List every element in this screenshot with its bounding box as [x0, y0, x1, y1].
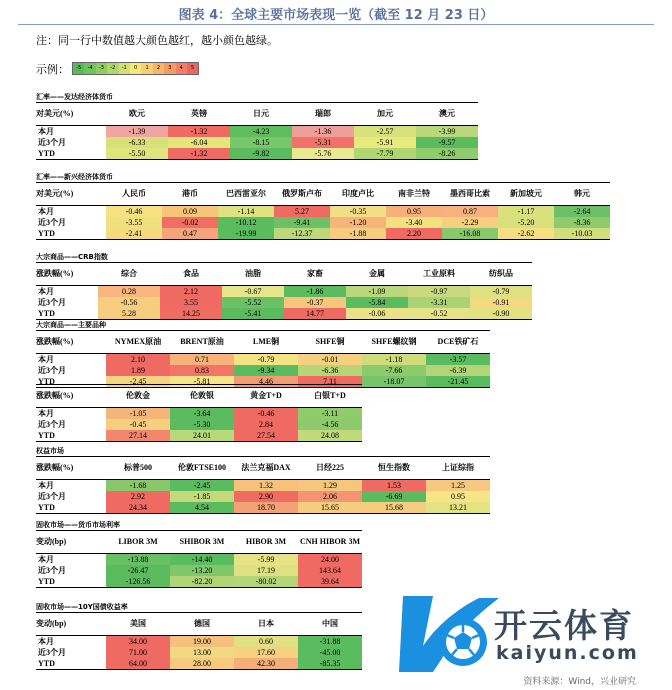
- column-header: HIBOR 3M: [245, 537, 287, 546]
- value-cell: -126.56: [106, 576, 170, 588]
- value-cell: -10.03: [554, 228, 610, 240]
- row-label: 近3个月: [38, 647, 66, 657]
- column-header: BRENT原油: [180, 337, 224, 346]
- value-cell: 2.92: [106, 491, 170, 502]
- value-cell: -5.81: [170, 376, 234, 388]
- value-cell: -14.40: [170, 554, 234, 566]
- column-header: 新加坡元: [510, 189, 542, 198]
- column-header: 韩元: [574, 189, 590, 198]
- table-header-row: [36, 613, 362, 636]
- figure-title: 图表 4：全球主要市场表现一览（截至 12 月 23 日）: [178, 8, 494, 23]
- value-cell: -3.99: [416, 126, 478, 138]
- column-header: 澳元: [439, 109, 455, 118]
- column-header: 白银T+D: [314, 391, 346, 400]
- column-header: 瑞郎: [315, 109, 331, 118]
- table-header-row: [36, 457, 490, 480]
- column-header: 南非兰特: [398, 189, 430, 198]
- column-header: 黄金T+D: [250, 391, 282, 400]
- value-cell: -1.09: [346, 286, 408, 298]
- value-cell: -9.57: [416, 137, 478, 148]
- value-cell: -0.46: [234, 408, 298, 420]
- value-cell: -4.56: [298, 419, 362, 430]
- table-row: [36, 228, 610, 240]
- table-row: [36, 430, 362, 442]
- value-cell: -3.64: [170, 408, 234, 420]
- table-row: [36, 206, 610, 218]
- corner-label: 涨跌幅(%): [36, 463, 74, 472]
- value-cell: 14.25: [160, 308, 222, 320]
- value-cell: 27.14: [106, 430, 170, 442]
- column-header: 德国: [194, 619, 210, 628]
- value-cell: -9.82: [230, 148, 292, 160]
- value-cell: -0.02: [162, 217, 218, 228]
- column-header: DCE铁矿石: [437, 337, 479, 346]
- corner-label: 对美元(%): [36, 189, 74, 198]
- table-row: [36, 308, 532, 320]
- value-cell: -18.07: [362, 376, 426, 388]
- value-cell: 0.95: [386, 206, 442, 218]
- value-cell: -1.17: [498, 206, 554, 218]
- value-cell: -5.50: [106, 148, 168, 160]
- value-cell: -1.68: [106, 480, 170, 492]
- value-cell: 34.00: [106, 636, 170, 648]
- value-cell: -26.47: [106, 565, 170, 576]
- value-cell: -5.31: [292, 137, 354, 148]
- value-cell: -0.91: [470, 297, 532, 308]
- table-row: [36, 408, 362, 420]
- legend-swatch: 5: [187, 63, 198, 74]
- value-cell: -0.90: [470, 308, 532, 320]
- row-label: 本月: [38, 206, 54, 216]
- legend-label: 示例：: [36, 63, 69, 76]
- row-label: 本月: [38, 354, 54, 364]
- value-cell: -1.39: [106, 126, 168, 138]
- row-label: YTD: [38, 658, 55, 668]
- value-cell: -7.66: [362, 365, 426, 376]
- row-label: 近3个月: [38, 297, 66, 307]
- value-cell: 0.28: [98, 286, 160, 298]
- column-header: SHIBOR 3M: [179, 537, 225, 546]
- value-cell: 13.21: [426, 502, 490, 514]
- table-row: [36, 217, 610, 228]
- value-cell: -1.85: [170, 491, 234, 502]
- table-row: [36, 565, 362, 576]
- legend-swatch: 4: [176, 63, 187, 74]
- row-label: YTD: [38, 376, 55, 386]
- value-cell: 143.64: [298, 565, 362, 576]
- row-label: YTD: [38, 576, 55, 586]
- column-header: 美国: [130, 619, 146, 628]
- title-divider: [18, 24, 654, 25]
- value-cell: -0.79: [470, 286, 532, 298]
- column-header: 日元: [253, 109, 269, 118]
- value-cell: 4.54: [170, 502, 234, 514]
- column-header: 食品: [183, 269, 199, 278]
- value-cell: 27.54: [234, 430, 298, 442]
- value-cell: -3.40: [386, 217, 442, 228]
- value-cell: -2.29: [442, 217, 498, 228]
- value-cell: 19.00: [170, 636, 234, 648]
- column-header: 家畜: [307, 269, 323, 278]
- value-cell: -2.41: [106, 228, 162, 240]
- column-header: 巴西雷亚尔: [226, 189, 266, 198]
- value-cell: -1.20: [330, 217, 386, 228]
- value-cell: -9.41: [274, 217, 330, 228]
- row-label: YTD: [38, 502, 55, 512]
- value-cell: 17.60: [234, 647, 298, 658]
- value-cell: 1.89: [106, 365, 170, 376]
- section-title: 汇率——发达经济体货币: [36, 93, 113, 101]
- value-cell: 17.19: [234, 565, 298, 576]
- column-header: 加元: [377, 109, 393, 118]
- value-cell: -5.41: [222, 308, 284, 320]
- row-label: YTD: [38, 228, 55, 238]
- value-cell: 15.65: [298, 502, 362, 514]
- value-cell: -0.01: [298, 354, 362, 366]
- column-header: 综合: [121, 269, 137, 278]
- value-cell: 42.30: [234, 658, 298, 670]
- value-cell: -9.34: [234, 365, 298, 376]
- column-header: 日本: [258, 619, 274, 628]
- value-cell: -82.20: [170, 576, 234, 588]
- column-header: 英镑: [191, 109, 207, 118]
- market-table: [36, 530, 362, 588]
- value-cell: -10.12: [218, 217, 274, 228]
- table-row: [36, 491, 490, 502]
- section-title: 固收市场——10Y国债收益率: [36, 603, 128, 611]
- table-row: [36, 647, 362, 658]
- value-cell: 2.12: [160, 286, 222, 298]
- row-label: 近3个月: [38, 419, 66, 429]
- value-cell: -0.35: [330, 206, 386, 218]
- value-cell: -2.64: [554, 206, 610, 218]
- column-header: 标普500: [124, 463, 152, 472]
- value-cell: 0.95: [426, 491, 490, 502]
- legend-swatch: 3: [164, 63, 175, 74]
- market-table: [36, 330, 490, 388]
- value-cell: 18.70: [234, 502, 298, 514]
- table-row: [36, 354, 490, 366]
- value-cell: -5.52: [222, 297, 284, 308]
- market-table: [36, 102, 478, 160]
- column-header: 恒生指数: [378, 463, 410, 472]
- value-cell: -5.99: [234, 554, 298, 566]
- value-cell: -0.67: [222, 286, 284, 298]
- value-cell: -1.14: [218, 206, 274, 218]
- table-header-row: [36, 385, 362, 408]
- value-cell: 2.20: [386, 228, 442, 240]
- column-header: 日经225: [316, 463, 344, 472]
- column-header: 法兰克福DAX: [241, 463, 291, 472]
- column-header: 金属: [369, 269, 385, 278]
- watermark-en: kaiyun.com: [496, 642, 639, 664]
- row-label: 本月: [38, 408, 54, 418]
- value-cell: 15.68: [362, 502, 426, 514]
- value-cell: -5.76: [292, 148, 354, 160]
- value-cell: -0.52: [408, 308, 470, 320]
- market-table: [36, 384, 362, 442]
- column-header: 工业原料: [423, 269, 455, 278]
- column-header: SHFE铜: [315, 337, 345, 346]
- value-cell: 3.55: [160, 297, 222, 308]
- value-cell: -0.06: [346, 308, 408, 320]
- row-label: YTD: [38, 308, 55, 318]
- row-label: 本月: [38, 480, 54, 490]
- column-header: LIBOR 3M: [118, 537, 158, 546]
- value-cell: 0.47: [162, 228, 218, 240]
- value-cell: -8.15: [230, 137, 292, 148]
- column-header: 人民币: [122, 189, 146, 198]
- table-row: [36, 297, 532, 308]
- value-cell: 0.60: [234, 636, 298, 648]
- watermark-cn: 开云体育: [494, 606, 634, 645]
- value-cell: -2.45: [170, 480, 234, 492]
- value-cell: -80.02: [234, 576, 298, 588]
- table-row: [36, 554, 362, 566]
- value-cell: 1.53: [362, 480, 426, 492]
- value-cell: 39.64: [298, 576, 362, 588]
- value-cell: -2.57: [354, 126, 416, 138]
- value-cell: -0.56: [98, 297, 160, 308]
- value-cell: -8.26: [416, 148, 478, 160]
- section-title: 权益市场: [36, 447, 64, 455]
- legend-swatch: 1: [141, 63, 152, 74]
- value-cell: -8.36: [554, 217, 610, 228]
- table-row: [36, 419, 362, 430]
- value-cell: -3.55: [106, 217, 162, 228]
- value-cell: 2.10: [106, 354, 170, 366]
- market-table: [36, 262, 532, 320]
- corner-label: 涨跌幅(%): [36, 337, 74, 346]
- value-cell: 2.84: [234, 419, 298, 430]
- table-row: [36, 480, 490, 492]
- column-header: LME铜: [252, 337, 280, 346]
- column-header: NYMEX原油: [114, 337, 162, 346]
- market-table: [36, 182, 610, 240]
- legend-swatch: -5: [73, 63, 84, 74]
- section-title: 大宗商品——CRB指数: [36, 253, 108, 261]
- value-cell: -45.00: [298, 647, 362, 658]
- value-cell: -5.84: [346, 297, 408, 308]
- corner-label: 变动(bp): [36, 537, 67, 546]
- value-cell: -19.99: [218, 228, 274, 240]
- column-header: 俄罗斯卢布: [282, 189, 322, 198]
- value-cell: -1.36: [292, 126, 354, 138]
- table-row: [36, 137, 478, 148]
- column-header: 上证综指: [442, 463, 474, 472]
- column-header: 欧元: [129, 109, 145, 118]
- value-cell: 1.29: [298, 480, 362, 492]
- column-header: 港币: [182, 189, 198, 198]
- corner-label: 涨跌幅(%): [36, 391, 74, 400]
- value-cell: 5.27: [274, 206, 330, 218]
- corner-label: 涨跌幅(%): [36, 269, 74, 278]
- value-cell: -2.62: [498, 228, 554, 240]
- value-cell: 0.09: [162, 206, 218, 218]
- column-header: 中国: [322, 619, 338, 628]
- value-cell: -1.32: [168, 126, 230, 138]
- value-cell: -16.08: [442, 228, 498, 240]
- value-cell: -0.79: [234, 354, 298, 366]
- color-note: 注：同一行中数值越大颜色越红，越小颜色越绿。: [36, 34, 278, 47]
- table-row: [36, 502, 490, 514]
- value-cell: 2.90: [234, 491, 298, 502]
- corner-label: 变动(bp): [36, 619, 67, 628]
- value-cell: -1.86: [284, 286, 346, 298]
- value-cell: -0.37: [284, 297, 346, 308]
- value-cell: -6.36: [298, 365, 362, 376]
- row-label: 近3个月: [38, 137, 66, 147]
- row-label: 近3个月: [38, 565, 66, 575]
- corner-label: 对美元(%): [36, 109, 74, 118]
- value-cell: 1.32: [234, 480, 298, 492]
- row-label: YTD: [38, 430, 55, 440]
- value-cell: -21.45: [426, 376, 490, 388]
- column-header: 印度卢比: [342, 189, 374, 198]
- column-header: SHFE螺纹钢: [371, 337, 417, 346]
- table-header-row: [36, 183, 610, 206]
- value-cell: -6.39: [426, 365, 490, 376]
- table-header-row: [36, 331, 490, 354]
- table-row: [36, 148, 478, 160]
- value-cell: -3.57: [426, 354, 490, 366]
- column-header: 纺织品: [489, 269, 513, 278]
- row-label: YTD: [38, 148, 55, 158]
- column-header: 油脂: [245, 269, 261, 278]
- value-cell: 24.34: [106, 502, 170, 514]
- table-row: [36, 636, 362, 648]
- value-cell: -5.20: [498, 217, 554, 228]
- table-row: [36, 576, 362, 588]
- value-cell: -0.45: [106, 419, 170, 430]
- value-cell: 24.01: [170, 430, 234, 442]
- section-title: 汇率——新兴经济体货币: [36, 173, 113, 181]
- table-header-row: [36, 263, 532, 286]
- value-cell: -0.46: [106, 206, 162, 218]
- value-cell: -5.30: [170, 419, 234, 430]
- value-cell: 24.00: [298, 554, 362, 566]
- color-scale-legend: [72, 62, 199, 75]
- table-row: [36, 658, 362, 670]
- legend-swatch: -3: [96, 63, 107, 74]
- table-header-row: [36, 531, 362, 554]
- value-cell: -1.32: [168, 148, 230, 160]
- row-label: 近3个月: [38, 217, 66, 227]
- legend-swatch: 0: [130, 63, 141, 74]
- legend-swatch: -4: [84, 63, 95, 74]
- value-cell: -31.88: [298, 636, 362, 648]
- table-row: [36, 365, 490, 376]
- value-cell: 7.11: [298, 376, 362, 388]
- legend-swatch: -1: [119, 63, 130, 74]
- value-cell: -5.91: [354, 137, 416, 148]
- column-header: 伦敦金: [126, 391, 150, 400]
- value-cell: -1.05: [106, 408, 170, 420]
- table-row: [36, 286, 532, 298]
- row-label: 本月: [38, 126, 54, 136]
- value-cell: 71.00: [106, 647, 170, 658]
- column-header: CNH HIBOR 3M: [300, 537, 360, 546]
- value-cell: -0.97: [408, 286, 470, 298]
- value-cell: -4.23: [230, 126, 292, 138]
- value-cell: 0.83: [170, 365, 234, 376]
- value-cell: 13.00: [170, 647, 234, 658]
- legend-swatch: -2: [107, 63, 118, 74]
- table-row: [36, 126, 478, 138]
- value-cell: -85.35: [298, 658, 362, 670]
- row-label: 近3个月: [38, 365, 66, 375]
- value-cell: 5.28: [98, 308, 160, 320]
- value-cell: -6.04: [168, 137, 230, 148]
- market-table: [36, 612, 362, 670]
- value-cell: -7.79: [354, 148, 416, 160]
- value-cell: 2.06: [298, 491, 362, 502]
- value-cell: 14.77: [284, 308, 346, 320]
- value-cell: -3.11: [298, 408, 362, 420]
- value-cell: -3.31: [408, 297, 470, 308]
- value-cell: -1.88: [330, 228, 386, 240]
- table-header-row: [36, 103, 478, 126]
- value-cell: 4.46: [234, 376, 298, 388]
- column-header: 伦敦FTSE100: [177, 463, 226, 472]
- value-cell: -6.33: [106, 137, 168, 148]
- value-cell: 0.87: [442, 206, 498, 218]
- value-cell: -1.18: [362, 354, 426, 366]
- source-note: 资料来源：Wind，兴业研究: [523, 677, 636, 687]
- value-cell: 64.00: [106, 658, 170, 670]
- row-label: 本月: [38, 636, 54, 646]
- column-header: 墨西哥比索: [450, 189, 490, 198]
- value-cell: -13.20: [170, 565, 234, 576]
- section-title: 大宗商品——主要品种: [36, 321, 106, 329]
- row-label: 本月: [38, 554, 54, 564]
- value-cell: 1.25: [426, 480, 490, 492]
- legend-swatch: 2: [153, 63, 164, 74]
- market-table: [36, 456, 490, 514]
- value-cell: 28.00: [170, 658, 234, 670]
- value-cell: -6.69: [362, 491, 426, 502]
- value-cell: 24.08: [298, 430, 362, 442]
- value-cell: -13.88: [106, 554, 170, 566]
- row-label: 近3个月: [38, 491, 66, 501]
- value-cell: 0.71: [170, 354, 234, 366]
- row-label: 本月: [38, 286, 54, 296]
- column-header: 伦敦银: [190, 391, 214, 400]
- section-title: 固收市场——货币市场利率: [36, 521, 120, 529]
- value-cell: -2.45: [106, 376, 170, 388]
- value-cell: -12.37: [274, 228, 330, 240]
